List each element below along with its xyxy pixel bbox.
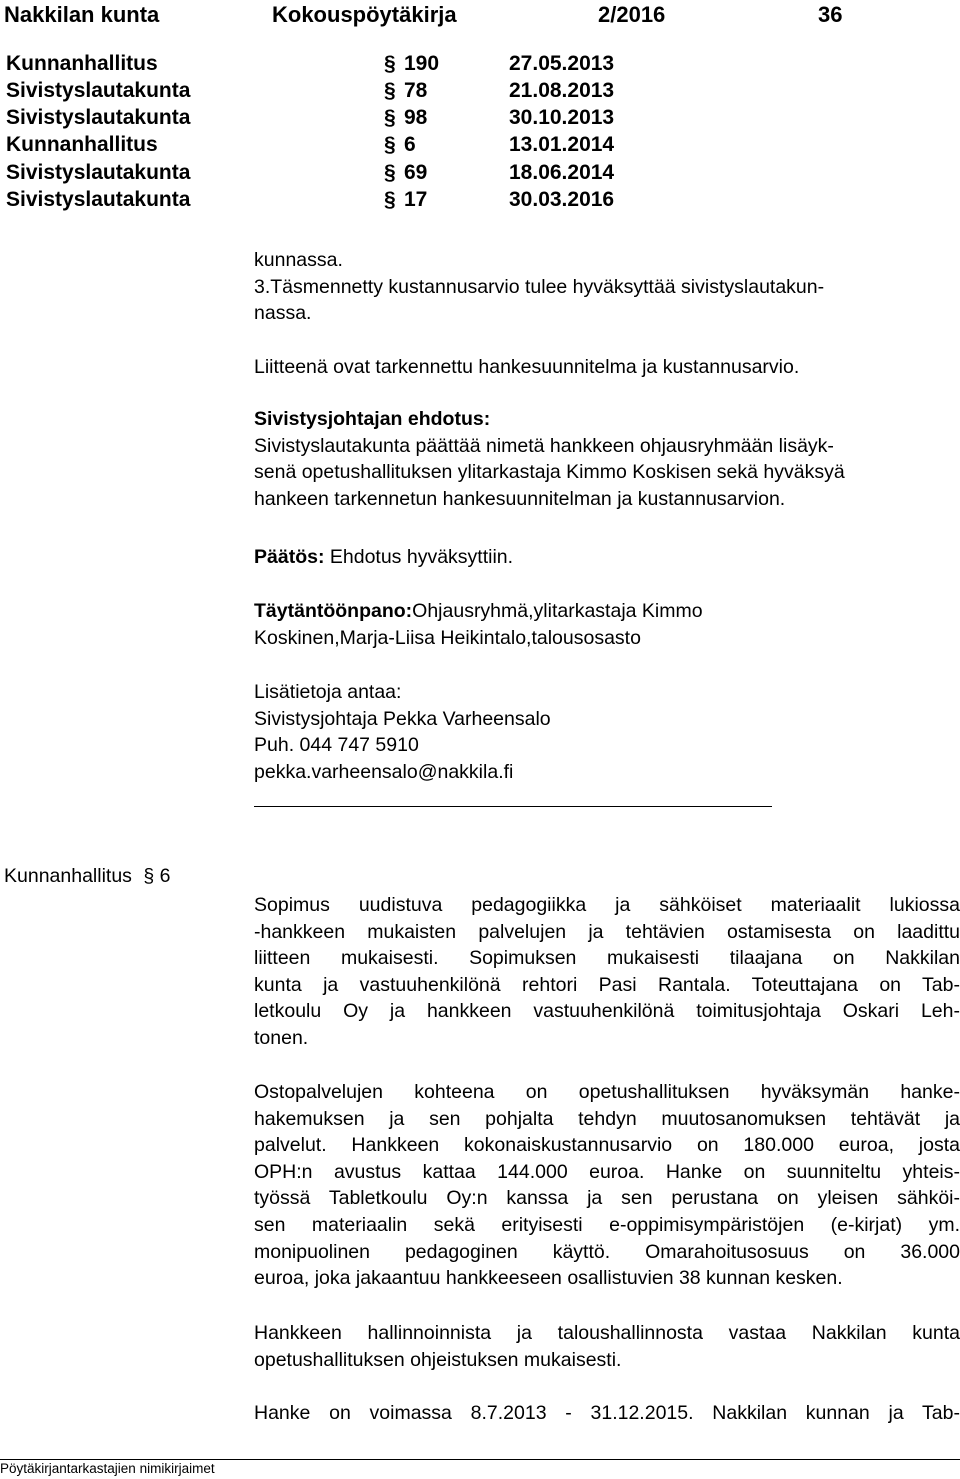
text-line: sen materiaalin sekä erityisesti e-oppimisympäristöjen (e-kirjat) ym. bbox=[254, 1213, 960, 1236]
contact-phone: Puh. 044 747 5910 bbox=[254, 734, 419, 757]
decision bbox=[254, 544, 960, 571]
section-sign: § bbox=[384, 52, 396, 75]
history-number: 190 bbox=[404, 52, 440, 75]
section-sign: § bbox=[384, 106, 396, 129]
section-sign: § bbox=[143, 865, 155, 887]
history-body: Kunnanhallitus bbox=[6, 133, 158, 156]
text-line: Ostopalvelujen kohteena on opetushallituksen hyväksymän hanke- bbox=[254, 1081, 960, 1103]
text-line: Hanke on voimassa 8.7.2013 - 31.12.2015. Nakkilan kunnan ja Tab- bbox=[254, 1402, 960, 1424]
section-number: 6 bbox=[159, 865, 171, 887]
intro-text bbox=[254, 247, 960, 327]
section-body: Kunnanhallitus bbox=[4, 865, 132, 887]
attachment-note bbox=[254, 354, 960, 381]
text-line: työssä Tabletkoulu Oy:n kanssa ja sen perustana on yleisen sähköi- bbox=[254, 1187, 960, 1210]
history-row bbox=[0, 52, 960, 79]
history-row bbox=[0, 161, 960, 188]
history-row bbox=[0, 188, 960, 215]
execution-label: Täytäntöönpano: bbox=[254, 600, 413, 622]
history-number: 78 bbox=[404, 79, 428, 102]
procurement-paragraph bbox=[254, 1079, 960, 1292]
municipality-name: Nakkilan kunta bbox=[4, 2, 160, 27]
execution bbox=[254, 598, 960, 651]
history-body: Kunnanhallitus bbox=[6, 52, 158, 75]
section-sign: § bbox=[384, 188, 396, 211]
text-line: letkoulu Oy ja hankkeen vastuuhenkilönä toimitusjohtaja Oskari Leh- bbox=[254, 1000, 960, 1023]
history-row bbox=[0, 106, 960, 133]
text-line: hankeen tarkennetun hankesuunnitelman ja kustannusarvion. bbox=[254, 487, 786, 510]
text-line: kunta ja vastuuhenkilönä rehtori Pasi Rantala. Toteuttajana on Tab- bbox=[254, 973, 960, 996]
administration-paragraph bbox=[254, 1320, 960, 1373]
history-date: 27.05.2013 bbox=[509, 52, 615, 75]
footer-rule bbox=[0, 1459, 960, 1460]
section-sign: § bbox=[384, 133, 396, 156]
history-date: 13.01.2014 bbox=[509, 133, 615, 156]
section-sign: § bbox=[384, 79, 396, 102]
text-line: Koskinen,Marja-Liisa Heikintalo,talousosasto bbox=[254, 626, 641, 649]
history-number: 98 bbox=[404, 106, 428, 129]
proposal bbox=[254, 406, 960, 512]
history-date: 30.10.2013 bbox=[509, 106, 615, 129]
text-line: opetushallituksen ohjeistuksen mukaisesti. bbox=[254, 1348, 622, 1371]
page-number: 36 bbox=[818, 2, 843, 27]
history-row bbox=[0, 79, 960, 106]
contact-label: Lisätietoja antaa: bbox=[254, 681, 402, 703]
decision-text: Ehdotus hyväksyttiin. bbox=[324, 546, 514, 568]
contract-paragraph bbox=[254, 892, 960, 1052]
footer-initials-label: Pöytäkirjantarkastajien nimikirjaimet bbox=[0, 1461, 215, 1476]
text-line: tonen. bbox=[254, 1026, 309, 1049]
text-line: palvelut. Hankkeen kokonaiskustannusarvio on 180.000 euroa, josta bbox=[254, 1134, 960, 1157]
text-line: Liitteenä ovat tarkennettu hankesuunnitelma ja kustannusarvio. bbox=[254, 356, 800, 378]
text-line: Sopimus uudistuva pedagogiikka ja sähköiset materiaalit lukiossa bbox=[254, 894, 960, 916]
proposal-heading: Sivistysjohtajan ehdotus: bbox=[254, 408, 491, 430]
text-line: Sivistyslautakunta päättää nimetä hankkeen ohjausryhmään lisäyk- bbox=[254, 434, 834, 457]
section-sign: § bbox=[384, 161, 396, 184]
history-row bbox=[0, 133, 960, 160]
history-number: 17 bbox=[404, 188, 428, 211]
text-line: senä opetushallituksen ylitarkastaja Kimmo Koskisen sekä hyväksyä bbox=[254, 461, 845, 484]
history-body: Sivistyslautakunta bbox=[6, 188, 191, 211]
history-body: Sivistyslautakunta bbox=[6, 106, 191, 129]
meeting-number: 2/2016 bbox=[598, 2, 666, 27]
history-date: 21.08.2013 bbox=[509, 79, 615, 102]
section-label bbox=[4, 865, 171, 888]
decision-label: Päätös: bbox=[254, 546, 325, 568]
text-line: OPH:n avustus kattaa 144.000 euroa. Hanke on suunniteltu yhteis- bbox=[254, 1160, 960, 1183]
section-divider bbox=[254, 806, 772, 807]
text-line: Hankkeen hallinnoinnista ja taloushallinnosta vastaa Nakkilan kunta bbox=[254, 1322, 960, 1344]
text-line: 3.Täsmennetty kustannusarvio tulee hyväksyttää sivistyslautakun- bbox=[254, 275, 825, 298]
execution-text: Ohjausryhmä,ylitarkastaja Kimmo bbox=[412, 600, 703, 622]
text-line: liitteen mukaisesti. Sopimuksen mukaisesti tilaajana on Nakkilan bbox=[254, 947, 960, 970]
history-date: 30.03.2016 bbox=[509, 188, 615, 211]
text-line: kunnassa. bbox=[254, 249, 343, 271]
text-line: monipuolinen pedagoginen käyttö. Omarahoitusosuus on 36.000 bbox=[254, 1240, 960, 1263]
history-date: 18.06.2014 bbox=[509, 161, 615, 184]
duration-paragraph bbox=[254, 1400, 960, 1427]
text-line: hakemuksen ja sen pohjalta tehdyn muutosanomuksen tehtävät ja bbox=[254, 1107, 960, 1130]
history-body: Sivistyslautakunta bbox=[6, 161, 191, 184]
contact-email: pekka.varheensalo@nakkila.fi bbox=[254, 760, 514, 783]
contact-name: Sivistysjohtaja Pekka Varheensalo bbox=[254, 707, 551, 730]
history-number: 6 bbox=[404, 133, 416, 156]
text-line: -hankkeen mukaisten palvelujen ja tehtävien ostamisesta on laadittu bbox=[254, 920, 960, 943]
document-type: Kokouspöytäkirja bbox=[272, 2, 457, 27]
text-line: nassa. bbox=[254, 302, 312, 325]
history-body: Sivistyslautakunta bbox=[6, 79, 191, 102]
history-number: 69 bbox=[404, 161, 428, 184]
contact-info bbox=[254, 679, 960, 785]
text-line: euroa, joka jakaantuu hankkeeseen osallistuvien 38 kunnan kesken. bbox=[254, 1267, 843, 1290]
